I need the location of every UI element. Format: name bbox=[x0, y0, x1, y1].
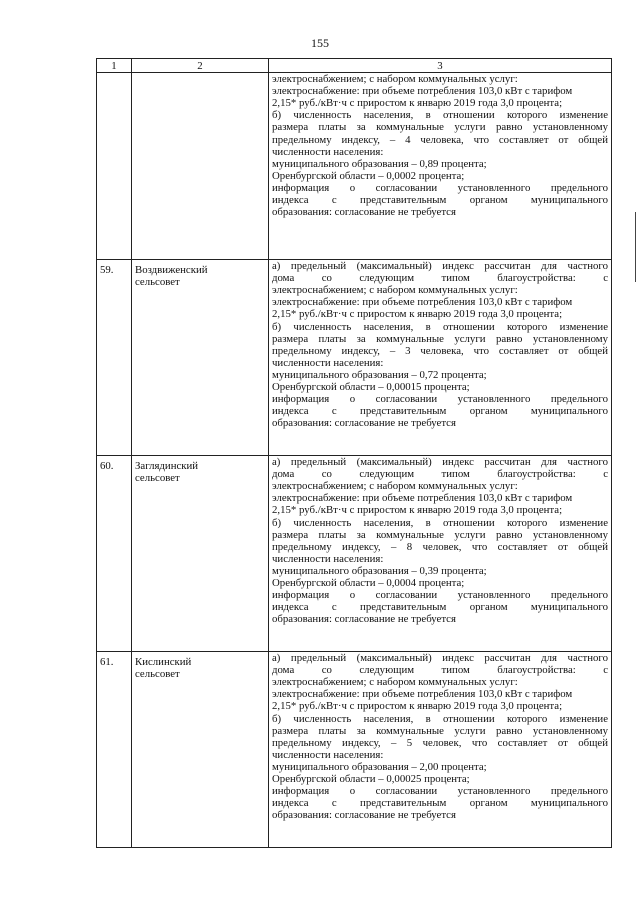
description-line: 2,15* руб./кВт·ч с приростом к январю 2019 года 3,0 процента; bbox=[272, 700, 563, 713]
settlement-name bbox=[135, 456, 265, 484]
description-line: муниципального образования – 0,72 процента; bbox=[272, 368, 487, 381]
description-line: муниципального образования – 2,00 процента; bbox=[272, 760, 487, 773]
description-line: 2,15* руб./кВт·ч с приростом к январю 2019 года 3,0 процента; bbox=[272, 308, 563, 321]
description-line: электроснабжением; с набором коммунальных услуг: bbox=[272, 73, 518, 86]
tariff-index-table bbox=[96, 58, 612, 848]
description-line: электроснабжением; с набором коммунальных услуг: bbox=[272, 284, 518, 297]
description-line: 2,15* руб./кВт·ч с приростом к январю 2019 года 3,0 процента; bbox=[272, 504, 563, 517]
description-line: электроснабжение: при объеме потребления 103,0 кВт с тарифом bbox=[272, 85, 573, 98]
description-line: индекса с представительным органом муниципального bbox=[272, 405, 608, 418]
description-line: электроснабжением; с набором коммунальных услуг: bbox=[272, 676, 518, 689]
table-row bbox=[97, 456, 612, 652]
description-line: дома со следующим типом благоустройства: с bbox=[272, 468, 608, 481]
header-cell-3: 3 bbox=[269, 59, 612, 73]
index-description-cell bbox=[269, 652, 612, 848]
description-line: а) предельный (максимальный) индекс рассчитан для частного bbox=[272, 652, 608, 665]
table-row bbox=[97, 73, 612, 260]
description-line: предельному индексу, – 4 человека, что составляет от общей bbox=[272, 133, 608, 146]
description-line: электроснабжением; с набором коммунальных услуг: bbox=[272, 480, 518, 493]
settlement-name-cell bbox=[132, 260, 269, 456]
description-line: образования: согласование не требуется bbox=[272, 206, 456, 219]
description-line: Оренбургской области – 0,00015 процента; bbox=[272, 381, 470, 394]
settlement-name bbox=[135, 652, 265, 680]
header-cell-1: 1 bbox=[97, 59, 132, 73]
page-number: 155 bbox=[311, 36, 329, 50]
description-line: предельному индексу, – 5 человек, что составляет от общей bbox=[272, 736, 608, 749]
row-number-cell bbox=[97, 73, 132, 260]
description-line: дома со следующим типом благоустройства: с bbox=[272, 664, 608, 677]
description-line: б) численность населения, в отношении которого изменение bbox=[272, 109, 608, 122]
table-header-row bbox=[97, 59, 612, 73]
table-body bbox=[97, 59, 612, 848]
description-line: предельному индексу, – 8 человек, что составляет от общей bbox=[272, 540, 608, 553]
settlement-name-cell bbox=[132, 456, 269, 652]
description-line: электроснабжение: при объеме потребления 103,0 кВт с тарифом bbox=[272, 688, 573, 701]
table-row bbox=[97, 652, 612, 848]
row-number-cell bbox=[97, 652, 132, 848]
description-line: образования: согласование не требуется bbox=[272, 417, 456, 430]
settlement-name bbox=[135, 73, 265, 77]
description-line: образования: согласование не требуется bbox=[272, 809, 456, 822]
description-line: информация о согласовании установленного предельного bbox=[272, 393, 608, 406]
settlement-name bbox=[135, 260, 265, 288]
description-line: образования: согласование не требуется bbox=[272, 613, 456, 626]
scan-edge-mark bbox=[635, 212, 636, 282]
description-line: индекса с представительным органом муниципального bbox=[272, 797, 608, 810]
index-description-cell bbox=[269, 456, 612, 652]
row-number: 61. bbox=[100, 656, 114, 669]
description-line: а) предельный (максимальный) индекс рассчитан для частного bbox=[272, 260, 608, 273]
index-description-cell bbox=[269, 73, 612, 260]
description-line: численности населения: bbox=[272, 145, 384, 158]
settlement-name-cell bbox=[132, 73, 269, 260]
description-line: размера платы за коммунальные услуги равно установленному bbox=[272, 332, 608, 345]
settlement-name-line: Кислинский bbox=[135, 656, 192, 669]
description-line: муниципального образования – 0,89 процента; bbox=[272, 157, 487, 170]
settlement-name-line: сельсовет bbox=[135, 668, 180, 681]
description-line: б) численность населения, в отношении которого изменение bbox=[272, 516, 608, 529]
description-line: индекса с представительным органом муниципального bbox=[272, 194, 608, 207]
description-line: численности населения: bbox=[272, 356, 384, 369]
description-line: 2,15* руб./кВт·ч с приростом к январю 2019 года 3,0 процента; bbox=[272, 97, 563, 110]
row-number-cell bbox=[97, 456, 132, 652]
description-line: а) предельный (максимальный) индекс рассчитан для частного bbox=[272, 456, 608, 469]
description-line: б) численность населения, в отношении которого изменение bbox=[272, 712, 608, 725]
description-line: электроснабжение: при объеме потребления 103,0 кВт с тарифом bbox=[272, 296, 573, 309]
description-line: электроснабжение: при объеме потребления 103,0 кВт с тарифом bbox=[272, 492, 573, 505]
header-cell-2: 2 bbox=[132, 59, 269, 73]
description-line: размера платы за коммунальные услуги равно установленному bbox=[272, 528, 608, 541]
description-line: численности населения: bbox=[272, 748, 384, 761]
description-line: информация о согласовании установленного предельного bbox=[272, 785, 608, 798]
row-number: 59. bbox=[100, 264, 114, 277]
settlement-name-line: сельсовет bbox=[135, 276, 180, 289]
description-line: индекса с представительным органом муниципального bbox=[272, 601, 608, 614]
description-line: информация о согласовании установленного предельного bbox=[272, 589, 608, 602]
description-line: муниципального образования – 0,39 процента; bbox=[272, 564, 487, 577]
table-row bbox=[97, 260, 612, 456]
description-line: информация о согласовании установленного предельного bbox=[272, 181, 608, 194]
description-line: численности населения: bbox=[272, 552, 384, 565]
description-line: Оренбургской области – 0,00025 процента; bbox=[272, 773, 470, 786]
description-line: предельному индексу, – 3 человека, что составляет от общей bbox=[272, 344, 608, 357]
description-line: б) численность населения, в отношении которого изменение bbox=[272, 320, 608, 333]
description-line: размера платы за коммунальные услуги равно установленному bbox=[272, 724, 608, 737]
row-number-cell bbox=[97, 260, 132, 456]
row-number: 60. bbox=[100, 460, 114, 473]
row-number bbox=[100, 73, 128, 77]
index-description-cell bbox=[269, 260, 612, 456]
settlement-name-line: Воздвиженский bbox=[135, 264, 208, 277]
description-line: дома со следующим типом благоустройства: с bbox=[272, 272, 608, 285]
settlement-name-line: сельсовет bbox=[135, 472, 180, 485]
description-line: размера платы за коммунальные услуги равно установленному bbox=[272, 121, 608, 134]
settlement-name-cell bbox=[132, 652, 269, 848]
settlement-name-line: Заглядинский bbox=[135, 460, 199, 473]
description-line: Оренбургской области – 0,0004 процента; bbox=[272, 577, 465, 590]
description-line: Оренбургской области – 0,0002 процента; bbox=[272, 169, 465, 182]
